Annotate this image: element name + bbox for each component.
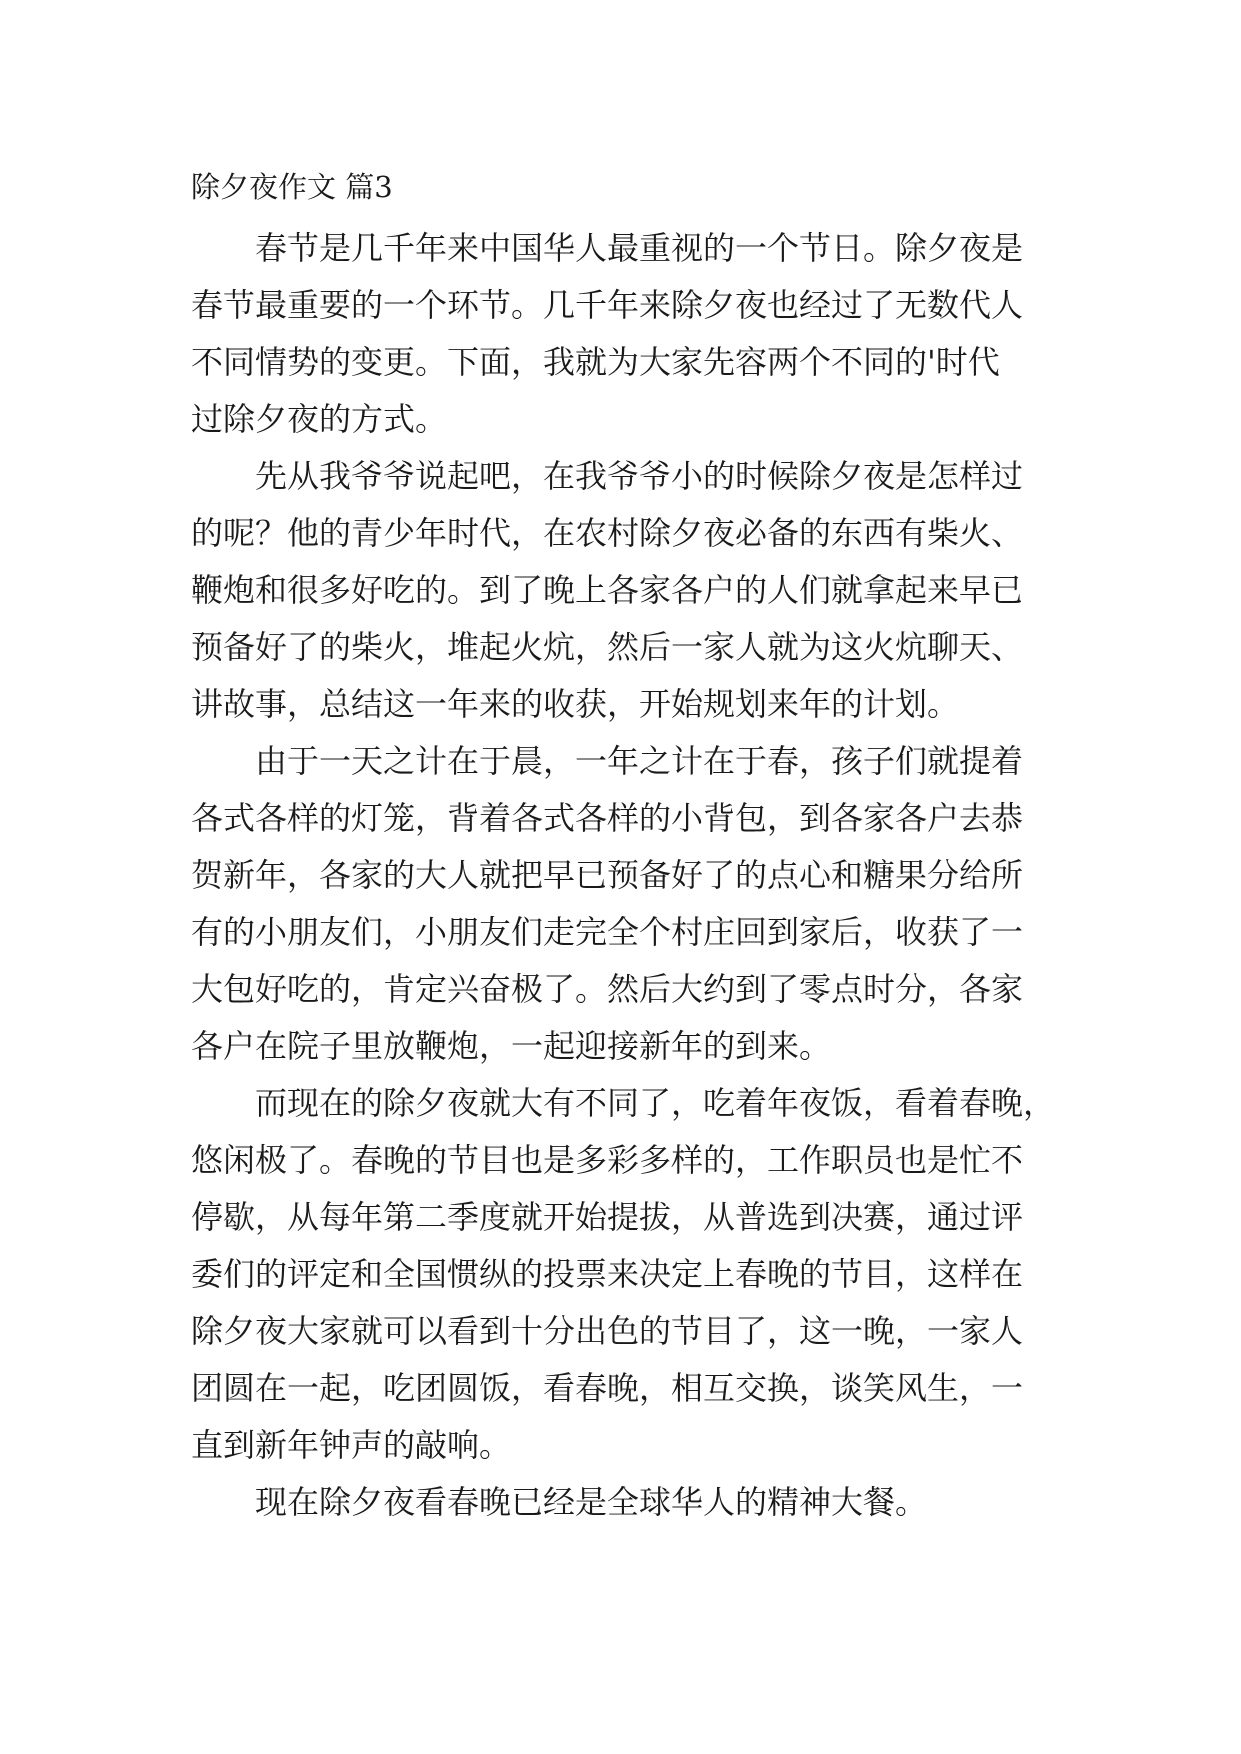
paragraph-4 xyxy=(191,1075,1056,1474)
text-line: 大包好吃的，肯定兴奋极了。然后大约到了零点时分，各家 xyxy=(191,970,1024,1008)
text-line: 由于一天之计在于晨，一年之计在于春，孩子们就提着 xyxy=(255,742,1024,780)
text-line: 讲故事，总结这一年来的收获，开始规划来年的计划。 xyxy=(191,685,960,723)
text-line: 预备好了的柴火，堆起火炕，然后一家人就为这火炕聊天、 xyxy=(191,628,1024,666)
text-line: 贺新年，各家的大人就把早已预备好了的点心和糖果分给所 xyxy=(191,856,1024,894)
text-line: 现在除夕夜看春晚已经是全球华人的精神大餐。 xyxy=(255,1483,928,1521)
text-line: 停歇，从每年第二季度就开始提拔，从普选到决赛，通过评 xyxy=(191,1198,1024,1236)
text-line: 不同情势的变更。下面，我就为大家先容两个不同的'时代 xyxy=(191,343,1000,381)
text-line: 委们的评定和全国惯纵的投票来决定上春晚的节目，这样在 xyxy=(191,1255,1024,1293)
text-line: 悠闲极了。春晚的节目也是多彩多样的，工作职员也是忙不 xyxy=(191,1141,1024,1179)
text-line: 过除夕夜的方式。 xyxy=(191,400,448,438)
text-line: 直到新年钟声的敲响。 xyxy=(191,1426,512,1464)
text-line: 鞭炮和很多好吃的。到了晚上各家各户的人们就拿起来早已 xyxy=(191,571,1024,609)
text-line: 的呢？他的青少年时代，在农村除夕夜必备的东西有柴火、 xyxy=(191,514,1024,552)
essay-title: 除夕夜作文 篇3 xyxy=(191,170,393,204)
essay-body xyxy=(191,162,1056,1531)
text-line: 春节是几千年来中国华人最重视的一个节日。除夕夜是 xyxy=(255,229,1024,267)
paragraph-5 xyxy=(191,1474,1051,1531)
paragraph-3 xyxy=(191,733,1051,1075)
text-line: 团圆在一起，吃团圆饭，看春晚，相互交换，谈笑风生，一 xyxy=(191,1369,1024,1407)
text-line: 各户在院子里放鞭炮，一起迎接新年的到来。 xyxy=(191,1027,832,1065)
paragraph-1 xyxy=(191,220,1051,448)
text-line: 有的小朋友们，小朋友们走完全个村庄回到家后，收获了一 xyxy=(191,913,1024,951)
text-line: 先从我爷爷说起吧，在我爷爷小的时候除夕夜是怎样过 xyxy=(255,457,1024,495)
text-line: 春节最重要的一个环节。几千年来除夕夜也经过了无数代人 xyxy=(191,286,1024,324)
text-line: 各式各样的灯笼，背着各式各样的小背包，到各家各户去恭 xyxy=(191,799,1024,837)
paragraph-2 xyxy=(191,448,1051,733)
text-line: 除夕夜大家就可以看到十分出色的节目了，这一晚，一家人 xyxy=(191,1312,1024,1350)
text-line: 而现在的除夕夜就大有不同了，吃着年夜饭，看着春晚， xyxy=(255,1084,1056,1122)
